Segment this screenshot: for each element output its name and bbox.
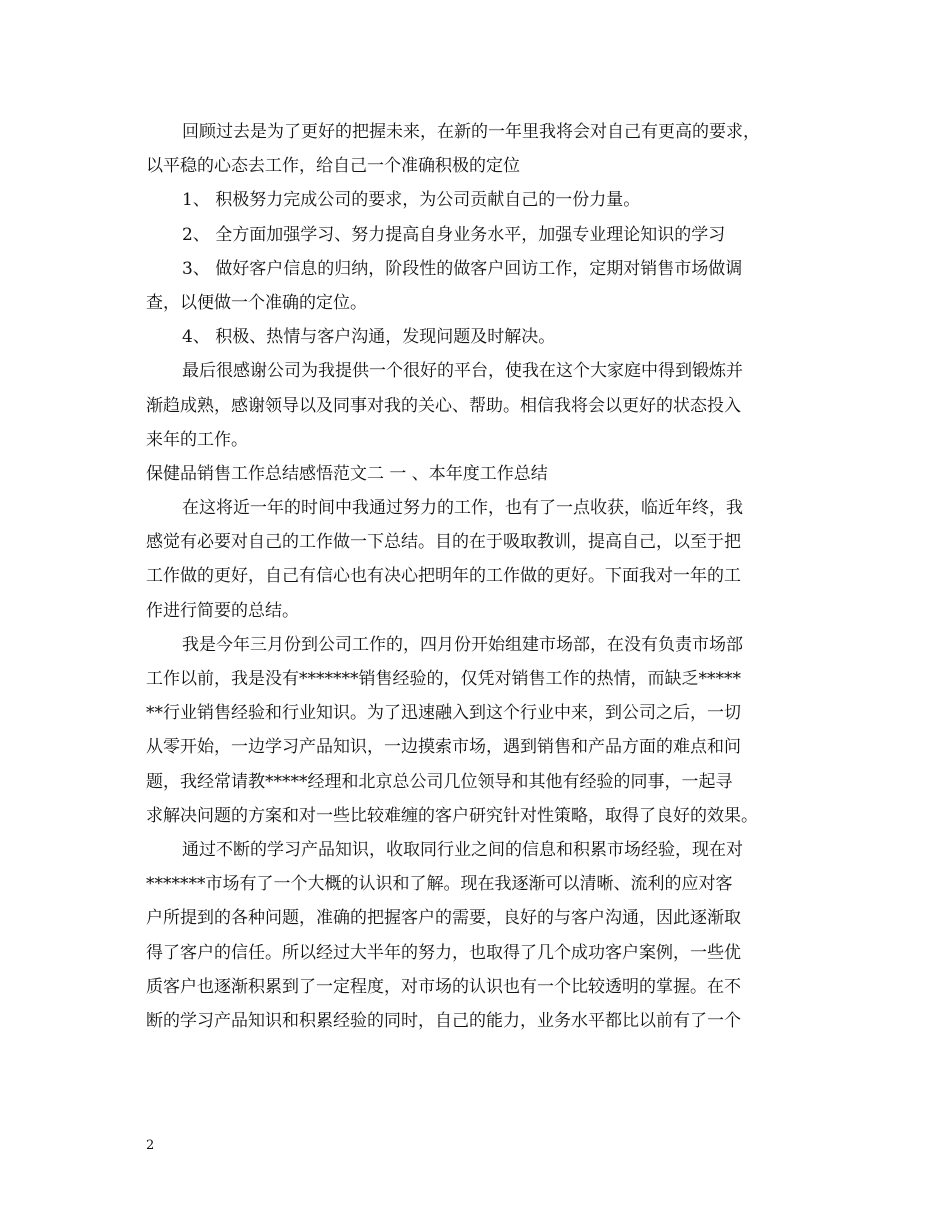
- text-line: 断的学习产品知识和积累经验的同时，自己的能力，业务水平都比以前有了一个: [146, 1010, 741, 1031]
- text-line: 感觉有必要对自己的工作做一下总结。目的在于吸取教训，提高自己，以至于把: [146, 532, 741, 553]
- text-line: *******市场有了一个大概的认识和了解。现在我逐渐可以清晰、流利的应对客: [146, 874, 733, 895]
- text-line: 求解决问题的方案和对一些比较难缠的客户研究针对性策略，取得了良好的效果。: [146, 805, 758, 826]
- text-line: 查，以便做一个准确的定位。: [146, 292, 367, 313]
- text-line: 回顾过去是为了更好的把握未来，在新的一年里我将会对自己有更高的要求，: [182, 122, 760, 142]
- text-line: 得了客户的信任。所以经过大半年的努力，也取得了几个成功客户案例，一些优: [146, 942, 741, 963]
- text-line: 作进行简要的总结。: [146, 600, 299, 621]
- text-line: 2、 全方面加强学习、努力提高自身业务水平，加强专业理论知识的学习: [182, 224, 726, 245]
- text-line: 渐趋成熟，感谢领导以及同事对我的关心、帮助。相信我将会以更好的状态投入: [146, 395, 741, 416]
- text-line: 来年的工作。: [146, 429, 248, 450]
- text-line: 在这将近一年的时间中我通过努力的工作，也有了一点收获，临近年终，我: [182, 498, 743, 519]
- text-line: 通过不断的学习产品知识，收取同行业之间的信息和积累市场经验，现在对: [182, 839, 743, 860]
- page-number: 2: [146, 1138, 155, 1153]
- document-body: [146, 115, 806, 1038]
- text-line: 工作以前，我是没有*******销售经验的，仅凭对销售工作的热情，而缺乏*****: [146, 669, 741, 689]
- text-line: 从零开始，一边学习产品知识，一边摸索市场，遇到销售和产品方面的难点和问: [146, 737, 741, 758]
- text-line: 质客户也逐渐积累到了一定程度，对市场的认识也有一个比较透明的掌握。在不: [146, 976, 741, 997]
- text-line: 4、 积极、热情与客户沟通，发现问题及时解决。: [182, 327, 556, 348]
- text-line: 我是今年三月份到公司工作的，四月份开始组建市场部，在没有负责市场部: [182, 634, 743, 655]
- text-line: 3、 做好客户信息的归纳，阶段性的做客户回访工作，定期对销售市场做调: [182, 258, 743, 279]
- text-line: 工作做的更好，自己有信心也有决心把明年的工作做的更好。下面我对一年的工: [146, 566, 741, 587]
- text-line: 保健品销售工作总结感悟范文二 一 、本年度工作总结: [146, 463, 548, 484]
- text-line: 题，我经常请教*****经理和北京总公司几位领导和其他有经验的同事，一起寻: [146, 771, 733, 792]
- text-line: 最后很感谢公司为我提供一个很好的平台，使我在这个大家庭中得到锻炼并: [182, 361, 743, 382]
- text-line: 1、 积极努力完成公司的要求，为公司贡献自己的一份力量。: [182, 190, 641, 211]
- text-line: **行业销售经验和行业知识。为了迅速融入到这个行业中来，到公司之后，一切: [146, 703, 741, 724]
- text-line: 户所提到的各种问题，准确的把握客户的需要，良好的与客户沟通，因此逐渐取: [146, 908, 741, 929]
- text-line: 以平稳的心态去工作，给自己一个准确积极的定位: [146, 156, 520, 177]
